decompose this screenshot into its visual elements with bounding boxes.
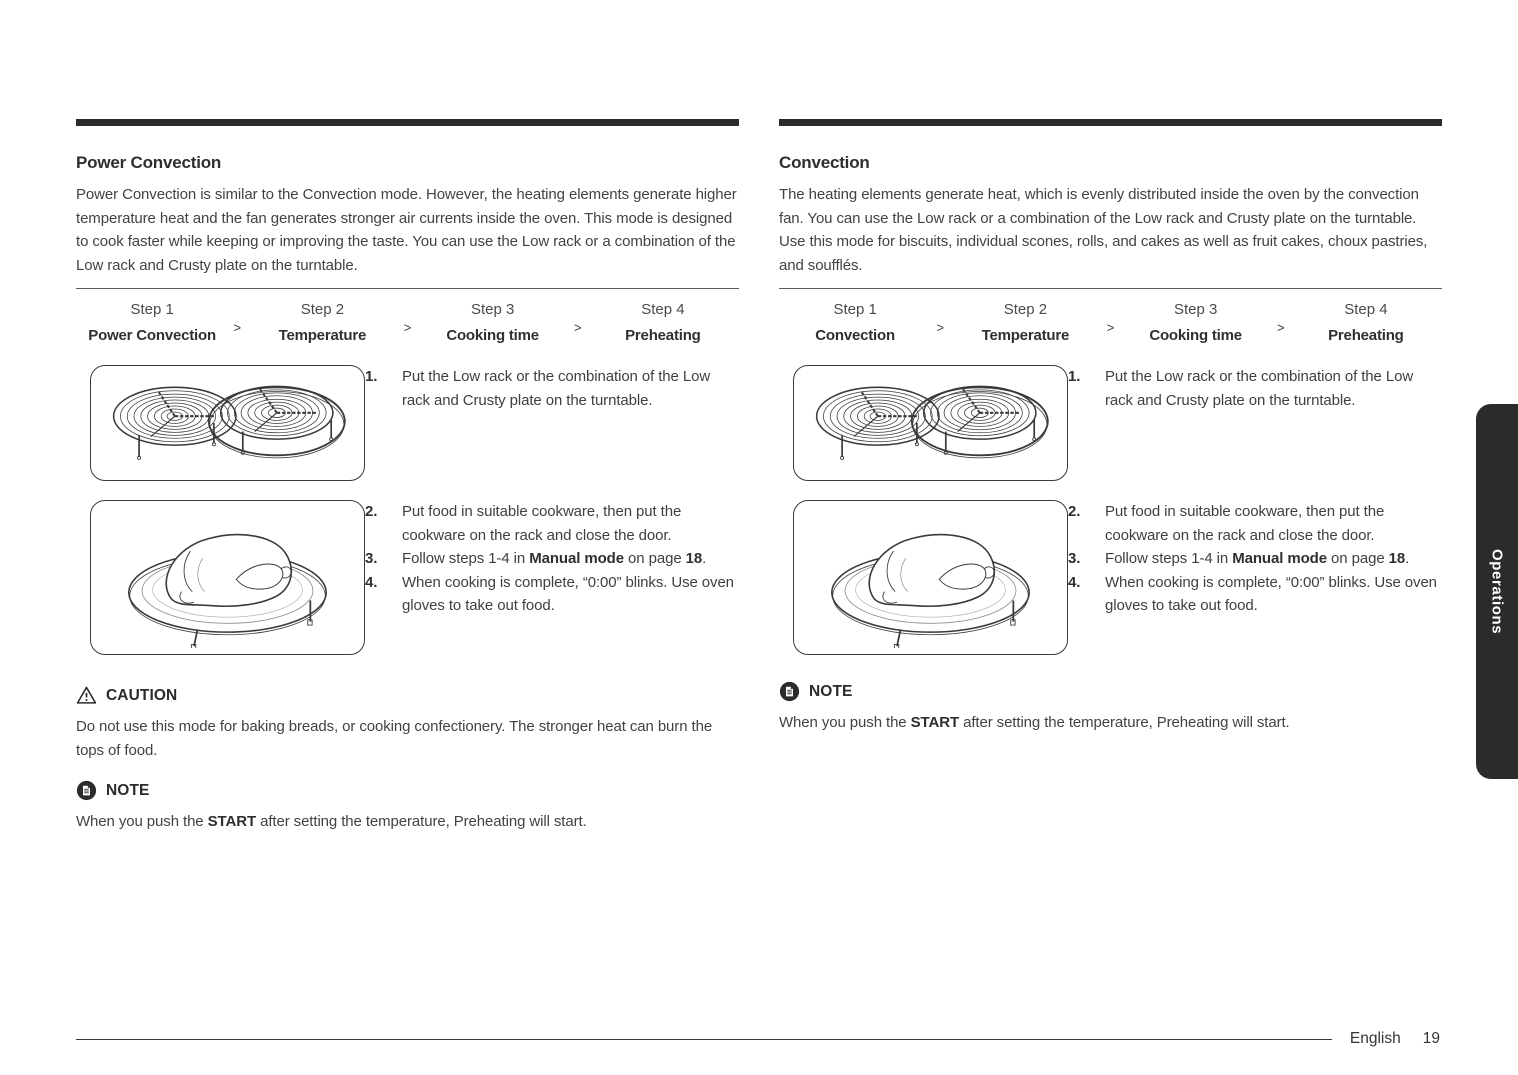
instruction-item bbox=[365, 571, 739, 618]
convection-section bbox=[779, 119, 1442, 735]
step-cell bbox=[949, 301, 1101, 344]
chapter-tab-operations bbox=[1476, 404, 1518, 779]
instruction-number: 4. bbox=[365, 573, 378, 591]
step-label: Power Convection bbox=[88, 327, 216, 344]
step-label: Cooking time bbox=[446, 327, 539, 344]
instruction-text: Put the Low rack or the combination of the Low rack and Crusty plate on the turntable. bbox=[402, 368, 711, 409]
step-number: Step 3 bbox=[470, 301, 515, 318]
step-separator: > bbox=[403, 320, 412, 335]
step-separator: > bbox=[1276, 320, 1285, 335]
step-label: Temperature bbox=[981, 327, 1070, 344]
instruction-number: 1. bbox=[365, 368, 378, 385]
step-number: Step 3 bbox=[1173, 301, 1218, 318]
low-rack-illustration bbox=[90, 365, 365, 481]
instruction-number: 3. bbox=[365, 550, 378, 567]
instruction-text: Put food in suitable cookware, then put the cookware on the rack and close the door. bbox=[1105, 503, 1385, 544]
instruction-text: When cooking is complete, “0:00” blinks. Use oven gloves to take out food. bbox=[1105, 573, 1437, 614]
steps-table bbox=[76, 288, 739, 344]
caution-title: CAUTION bbox=[106, 686, 178, 704]
step-number: Step 2 bbox=[1003, 301, 1048, 318]
caution-heading bbox=[76, 685, 739, 706]
step-cell bbox=[779, 301, 931, 344]
section-divider-bar bbox=[779, 119, 1442, 126]
step-cell bbox=[587, 301, 739, 344]
note-text: When you push the START after setting the temperature, Preheating will start. bbox=[76, 813, 587, 830]
caution-section bbox=[76, 685, 739, 762]
note-heading bbox=[76, 780, 739, 801]
section-description: Power Convection is similar to the Convection mode. However, the heating elements generate higher temperature heat and the fan generates stronger air currents inside the oven. This mode is designed to cook faster while keeping or improving the taste. You can use the Low rack or a combination of the Low rack and Crusty plate on the turntable. bbox=[76, 186, 737, 274]
step-separator: > bbox=[1106, 320, 1115, 335]
instruction-group bbox=[365, 500, 739, 655]
section-divider-bar bbox=[76, 119, 739, 126]
note-section bbox=[76, 780, 739, 834]
step-separator: > bbox=[233, 320, 242, 335]
step-cell bbox=[76, 301, 228, 344]
instruction-text: Put the Low rack or the combination of the Low rack and Crusty plate on the turntable. bbox=[1105, 368, 1414, 409]
instruction-text: When cooking is complete, “0:00” blinks. Use oven gloves to take out food. bbox=[402, 573, 734, 614]
low-rack-illustration bbox=[793, 365, 1068, 481]
food-on-rack-illustration bbox=[793, 500, 1068, 655]
footer-page-number: 19 bbox=[1422, 1030, 1440, 1047]
step-cell bbox=[1120, 301, 1272, 344]
caution-triangle-icon bbox=[76, 685, 97, 706]
note-title: NOTE bbox=[106, 781, 150, 799]
instruction-text: Follow steps 1-4 in Manual mode on page 18. bbox=[1105, 550, 1410, 567]
chapter-tab-label: Operations bbox=[1488, 548, 1506, 635]
step-cell bbox=[417, 301, 569, 344]
caution-text: Do not use this mode for baking breads, or cooking confectionery. The stronger heat can burn the tops of food. bbox=[76, 718, 713, 759]
instruction-item bbox=[365, 547, 739, 571]
step-separator: > bbox=[936, 320, 945, 335]
note-title: NOTE bbox=[809, 682, 853, 700]
section-description: The heating elements generate heat, which is evenly distributed inside the oven by the convection fan. You can use the Low rack or a combination of the Low rack and Crusty plate on the turntable. Use this mode for biscuits, individual scones, rolls, and cakes as well as fruit cakes, choux pastries, and soufflés. bbox=[779, 186, 1428, 274]
instructions-with-figures bbox=[76, 365, 739, 655]
instruction-item bbox=[1068, 547, 1442, 571]
step-label: Temperature bbox=[278, 327, 367, 344]
instruction-number: 4. bbox=[1068, 573, 1081, 591]
section-title: Convection bbox=[779, 153, 870, 172]
instructions-with-figures bbox=[779, 365, 1442, 655]
power-convection-section bbox=[76, 119, 739, 834]
step-label: Convection bbox=[815, 327, 895, 344]
note-section bbox=[779, 681, 1442, 735]
instruction-number: 3. bbox=[1068, 550, 1081, 567]
instruction-number: 2. bbox=[365, 503, 378, 520]
note-document-icon bbox=[76, 780, 97, 801]
step-label: Cooking time bbox=[1149, 327, 1242, 344]
footer-rule bbox=[76, 1039, 1332, 1040]
footer-language: English bbox=[1349, 1030, 1401, 1047]
instruction-group bbox=[1068, 500, 1442, 655]
step-number: Step 1 bbox=[130, 301, 174, 318]
step-separator: > bbox=[573, 320, 582, 335]
instruction-item bbox=[1068, 571, 1442, 618]
step-cell bbox=[246, 301, 398, 344]
step-number: Step 4 bbox=[1344, 301, 1388, 318]
step-number: Step 4 bbox=[641, 301, 685, 318]
note-text: When you push the START after setting the temperature, Preheating will start. bbox=[779, 714, 1290, 731]
note-heading bbox=[779, 681, 1442, 702]
step-label: Preheating bbox=[1328, 327, 1404, 344]
page-footer bbox=[76, 1030, 1441, 1048]
instruction-item bbox=[1068, 365, 1442, 481]
note-document-icon bbox=[779, 681, 800, 702]
step-number: Step 1 bbox=[833, 301, 877, 318]
step-label: Preheating bbox=[625, 327, 701, 344]
instruction-number: 2. bbox=[1068, 503, 1081, 520]
instruction-number: 1. bbox=[1068, 368, 1081, 385]
instruction-item bbox=[365, 365, 739, 481]
food-on-rack-illustration bbox=[90, 500, 365, 655]
steps-table bbox=[779, 288, 1442, 344]
instruction-text: Put food in suitable cookware, then put the cookware on the rack and close the door. bbox=[402, 503, 682, 544]
instruction-text: Follow steps 1-4 in Manual mode on page 18. bbox=[402, 550, 707, 567]
section-title: Power Convection bbox=[76, 153, 222, 172]
instruction-item bbox=[1068, 500, 1442, 547]
step-number: Step 2 bbox=[300, 301, 345, 318]
step-cell bbox=[1290, 301, 1442, 344]
instruction-item bbox=[365, 500, 739, 547]
